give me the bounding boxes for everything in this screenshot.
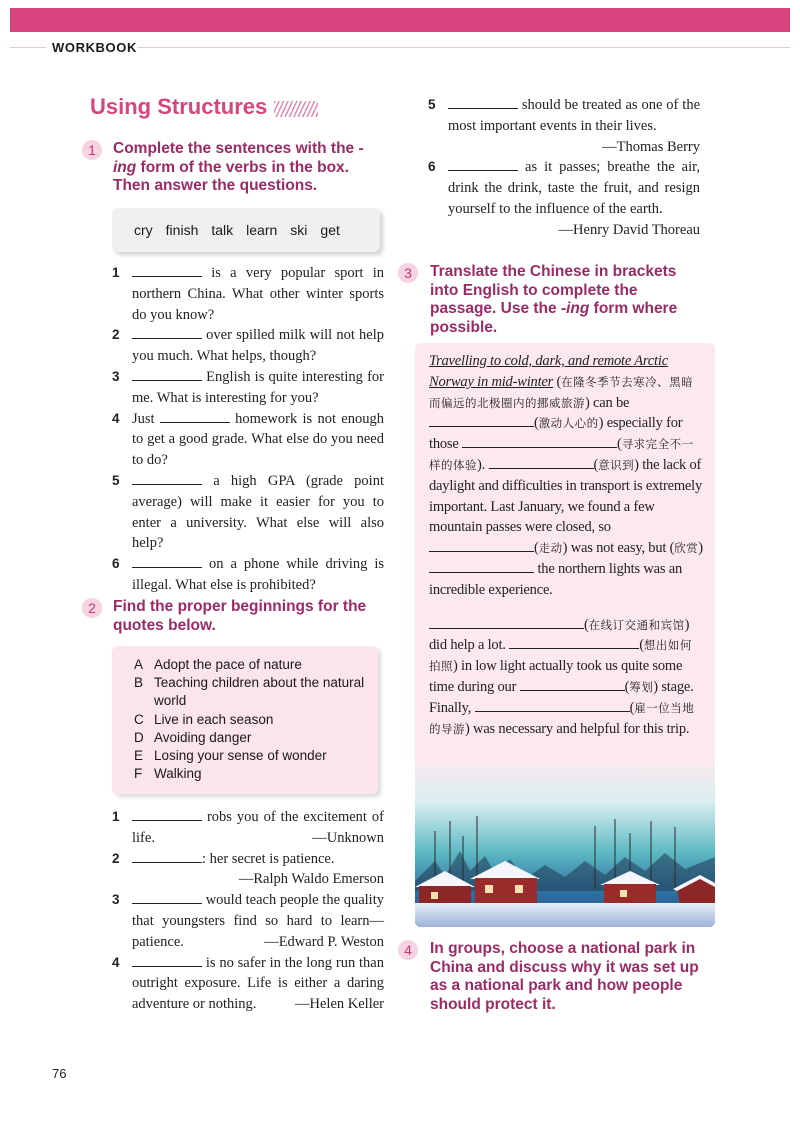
option-text: Live in each season (154, 711, 274, 727)
item-text: a high GPA (grade point average) will make it easier for you to enter a university. What else will also help? (132, 472, 384, 552)
quote-author: —Helen Keller (295, 996, 384, 1013)
question-2-title: Find the proper beginnings for the quotes below. (113, 598, 367, 634)
answer-blank[interactable] (520, 677, 625, 691)
item-number: 6 (112, 556, 120, 572)
answer-blank[interactable] (475, 698, 630, 712)
option-item (134, 674, 378, 710)
passage-segment: the northern lights was an incredible experience. (429, 560, 683, 598)
passage-segment: ) stage. Finally, (429, 678, 694, 716)
list-item (112, 367, 384, 409)
list-item (112, 471, 384, 554)
word-item: ski (290, 222, 308, 238)
item-number: 3 (112, 892, 120, 908)
option-text: Avoiding danger (154, 729, 252, 745)
question-number-3: 3 (398, 263, 418, 283)
item-number: 2 (112, 850, 120, 866)
q1-title-ing: -ing (113, 140, 364, 176)
question-4-title: In groups, choose a national park in China and discuss why it was set up as a national park and how people should protect it. (430, 940, 699, 1013)
word-item: cry (134, 222, 153, 238)
list-item (112, 263, 384, 325)
item-text: on a phone while driving is illegal. What else is prohibited? (132, 556, 384, 593)
q1-title-part: Complete the sentences with the (113, 140, 359, 157)
passage-segment: ) was necessary and helpful for this trip. (465, 720, 690, 737)
option-letter: F (134, 766, 143, 782)
q3-title-part: form where possible. (430, 300, 678, 336)
quote-text: as it passes; breathe the air, drink the drink, taste the fruit, and resign yourself to the influence of the earth. (448, 159, 700, 217)
passage-segment: ) was not easy, but ( (562, 540, 675, 557)
chinese-prompt: 激动人心的 (538, 416, 599, 431)
passage-segment: ) the lack of daylight and difficulties in transport is extremely important. Last January, we found a few mountain passes were closed, so (429, 456, 703, 536)
item-number: 4 (112, 410, 120, 426)
quote-author: —Edward P. Weston (264, 933, 384, 950)
header-rule (138, 47, 790, 48)
chinese-prompt: 走动 (538, 541, 563, 556)
q3-title-part: Translate the Chinese in brackets into English to complete the passage. Use the (430, 263, 677, 317)
answer-blank[interactable] (132, 471, 202, 485)
answer-blank[interactable] (429, 559, 534, 573)
option-item (134, 656, 378, 674)
answer-blank[interactable] (429, 413, 534, 427)
answer-blank[interactable] (429, 538, 534, 552)
answer-blank[interactable] (132, 263, 202, 277)
quote-text: is no safer in the long run than outright exposure. Life is either a daring adventure or nothing. (132, 954, 384, 1013)
quote-author: —Thomas Berry (602, 138, 700, 155)
answer-blank[interactable] (429, 615, 584, 629)
item-text: is a very popular sport in northern China. What other winter sports do you know? (132, 265, 384, 323)
option-item (134, 729, 378, 747)
item-number: 3 (112, 368, 120, 384)
item-number: 2 (112, 327, 120, 343)
arctic-cabins-photo (415, 761, 715, 927)
answer-blank[interactable] (132, 849, 202, 863)
question-number-4: 4 (398, 940, 418, 960)
option-text: Walking (154, 766, 202, 782)
quote-author: —Ralph Waldo Emerson (238, 871, 384, 888)
answer-blank[interactable] (132, 807, 202, 821)
option-item (134, 747, 378, 765)
passage-segment: ). (477, 456, 486, 473)
quote-text: : her secret is patience. (202, 850, 335, 867)
passage-segment: ) can be (585, 394, 630, 411)
chinese-prompt: 筹划 (629, 679, 654, 694)
q2-item-list-right (428, 95, 700, 241)
question-1-title (113, 140, 378, 196)
passage-text: Travelling to cold, dark, and remote Arctic Norway in mid-winter (在隆冬季节去寒冷、黑暗而偏远的北极圈内的挪威旅游) can be (激动人心的) especially for those (寻求完全不一样的体验). (意识到) the lack of daylight and difficulties in transport is extremely important. Last January, we found a few mountain passes were closed, so (走动) was not easy, but (欣赏) the northern lights was an incredible experience. (在线订交通和宾馆) did help a lot. (想出如何拍照) in low light actually took us quite some time during our (筹划) stage. Finally, (雇一位当地的导游) was necessary and helpful for this trip. (429, 353, 703, 737)
hatch-decoration (274, 101, 318, 117)
item-text: Just (132, 410, 160, 427)
quote-text: should be treated as one of the most important events in their lives. (448, 97, 700, 134)
passage-title: Travelling to cold, dark, and remote Arctic Norway in mid-winter (429, 353, 668, 390)
option-text: Adopt the pace of nature (154, 657, 302, 672)
q1-item-list (112, 263, 384, 596)
option-letter: A (134, 657, 144, 672)
item-text: homework is not enough to get a good grade. What else do you need to do? (132, 410, 384, 469)
passage-segment: ) did help a lot. (429, 616, 690, 654)
answer-blank[interactable] (132, 325, 202, 339)
option-letter: B (134, 675, 144, 691)
answer-blank[interactable] (132, 953, 202, 967)
item-text: English is quite interesting for me. What is interesting for you? (132, 368, 384, 406)
chinese-prompt: 寻求完全不一样的体验 (429, 437, 694, 472)
passage-box (415, 343, 715, 927)
passage-segment: ) especially for those (429, 415, 683, 453)
quote-text: robs you of the excitement of life. (132, 809, 384, 846)
item-number: 1 (112, 265, 120, 280)
answer-blank[interactable] (132, 554, 202, 568)
item-number: 5 (428, 97, 436, 112)
quote-item (112, 953, 384, 1015)
q2-item-list-left (112, 807, 384, 1015)
chinese-prompt: 在线订交通和宾馆 (588, 617, 685, 632)
option-text: Teaching children about the natural world (154, 675, 365, 709)
list-item (112, 325, 384, 367)
chinese-prompt: 欣赏 (674, 541, 699, 556)
item-number: 4 (112, 954, 120, 970)
q3-title-ing: -ing (560, 300, 590, 317)
quote-author: —Henry David Thoreau (558, 221, 700, 238)
item-number: 6 (428, 159, 436, 175)
question-3-title (430, 263, 702, 337)
chinese-prompt: 想出如何拍照 (429, 638, 692, 674)
option-text: Losing your sense of wonder (154, 748, 327, 764)
item-number: 1 (112, 809, 120, 824)
word-item: talk (211, 222, 234, 238)
top-banner (10, 8, 790, 32)
question-number-1: 1 (82, 140, 102, 160)
quote-text: would teach people the quality that youngsters find so hard to learn—patience. (132, 892, 384, 950)
snow-ground (415, 903, 715, 927)
option-item (134, 765, 378, 783)
answer-blank[interactable] (448, 95, 518, 109)
answer-blank[interactable] (489, 455, 594, 469)
option-letter: E (134, 748, 144, 764)
passage-segment: ) in low light actually took us quite some time during our (429, 658, 683, 695)
chinese-prompt: 雇一位当地的导游 (429, 700, 695, 736)
item-text: over spilled milk will not help you much. What helps, though? (132, 327, 384, 365)
item-number: 5 (112, 472, 120, 488)
page-number: 76 (52, 1066, 67, 1081)
options-box (112, 646, 378, 794)
word-box (112, 208, 380, 252)
option-letter: D (134, 729, 144, 745)
chinese-prompt: 在隆冬季节去寒冷、黑暗而偏远的北极圈内的挪威旅游 (429, 374, 694, 410)
answer-blank[interactable] (509, 635, 639, 649)
quote-item (112, 849, 384, 891)
option-letter: C (134, 711, 144, 727)
quote-item (112, 807, 384, 849)
workbook-label: WORKBOOK (52, 40, 137, 55)
word-item: learn (246, 222, 278, 238)
quote-item (428, 95, 700, 157)
answer-blank[interactable] (448, 157, 518, 171)
section-title: Using Structures (90, 94, 268, 119)
quote-item (112, 890, 384, 952)
answer-blank[interactable] (132, 367, 202, 381)
list-item (112, 409, 384, 471)
word-item: get (320, 222, 340, 238)
quote-author: —Unknown (312, 829, 384, 846)
answer-blank[interactable] (462, 434, 617, 448)
q1-title-part: form of the verbs in the box. Then answer the questions. (113, 158, 349, 194)
quote-item (428, 157, 700, 240)
question-number-2: 2 (82, 598, 102, 618)
answer-blank[interactable] (132, 890, 202, 904)
header-rule-left (10, 47, 46, 48)
option-item (134, 711, 378, 729)
word-item: finish (165, 222, 199, 238)
list-item (112, 554, 384, 596)
answer-blank[interactable] (160, 409, 230, 423)
chinese-prompt: 意识到 (598, 457, 635, 472)
